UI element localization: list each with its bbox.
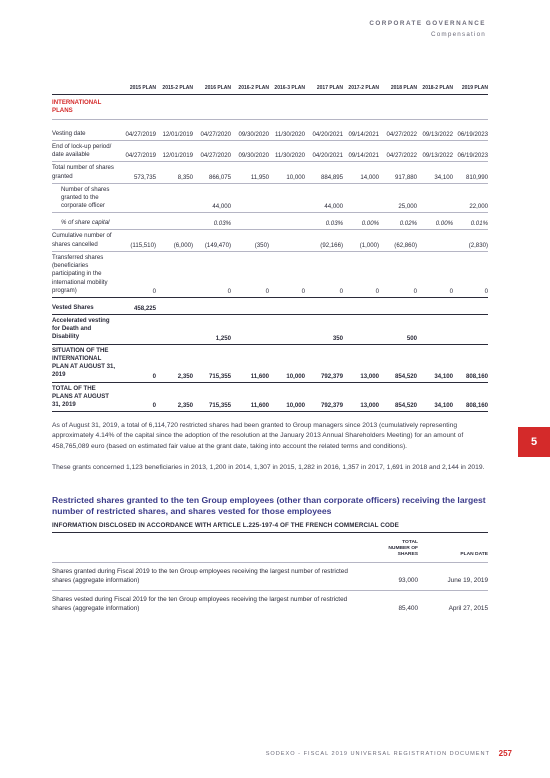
table-cell: 0	[231, 251, 269, 297]
row-label: Vesting date	[52, 119, 120, 140]
column-header: PLAN DATE	[460, 552, 488, 557]
table-cell: June 19, 2019	[418, 563, 488, 591]
table-row	[52, 298, 488, 315]
table-cell	[305, 298, 343, 315]
table-cell: 0	[417, 251, 453, 297]
column-header: 2016-3 PLAN	[274, 84, 305, 91]
table-cell: 884,895	[305, 162, 343, 183]
table-cell: 0	[453, 251, 488, 297]
table-cell: (1,000)	[343, 230, 379, 251]
row-label: Total number of shares granted	[52, 162, 120, 183]
table-cell: 04/27/2019	[120, 119, 156, 140]
row-label: End of lock-up period/ date available	[52, 140, 120, 161]
table-row	[52, 251, 488, 297]
table-cell: 11/30/2020	[269, 119, 305, 140]
row-label: Vested Shares	[52, 298, 120, 315]
table-cell: 09/13/2022	[417, 119, 453, 140]
table-cell: (115,510)	[120, 230, 156, 251]
table-cell: 8,350	[156, 162, 193, 183]
row-label: Accelerated vesting for Death and Disability	[52, 315, 120, 345]
column-header: 2015-2 PLAN	[162, 84, 193, 91]
table-row	[52, 382, 488, 412]
table-cell	[453, 298, 488, 315]
table-cell: 0	[269, 251, 305, 297]
grants-header-row	[52, 540, 488, 563]
page-number: 257	[498, 749, 512, 758]
grants-table	[52, 540, 488, 618]
table-cell	[156, 183, 193, 213]
chapter-title: CORPORATE GOVERNANCE	[369, 20, 486, 27]
table-cell: 854,520	[379, 382, 417, 412]
table-cell	[379, 298, 417, 315]
table-cell: April 27, 2015	[418, 590, 488, 617]
table-cell	[343, 298, 379, 315]
table-cell: 85,400	[352, 590, 418, 617]
table-row	[52, 590, 488, 617]
paragraph-grants-total: As of August 31, 2019, a total of 6,114,720 restricted shares had been granted to Group managers since 2013 (cumulatively representing approximately 4.14% of the capital since the adoption of the resolution at the January 2013 Annual Shareholders Meeting) for an amount of 458,765,089 euro (based on estimated fair value at the grant date, taking into account the related terms and conditions).	[52, 422, 464, 450]
row-label: % of share capital	[52, 213, 120, 230]
table-cell: 808,160	[453, 382, 488, 412]
table-cell: 715,355	[193, 382, 231, 412]
table-cell: 04/20/2021	[305, 119, 343, 140]
table-cell: 04/20/2021	[305, 140, 343, 161]
table-cell	[120, 315, 156, 345]
table-cell: 0.00%	[343, 213, 379, 230]
table-cell: 0.03%	[305, 213, 343, 230]
row-label: Number of shares granted to the corporate officer	[52, 183, 120, 213]
table-cell: 04/27/2020	[193, 119, 231, 140]
table-cell: 10,000	[269, 344, 305, 382]
table-cell: 34,100	[417, 344, 453, 382]
table-cell: 0	[120, 344, 156, 382]
table-cell	[343, 183, 379, 213]
table-cell: 09/30/2020	[231, 140, 269, 161]
table-cell: 11,600	[231, 344, 269, 382]
table-cell	[156, 298, 193, 315]
table-cell: 2,350	[156, 344, 193, 382]
table-cell: 11/30/2020	[269, 140, 305, 161]
table-cell: 0	[120, 251, 156, 297]
table-cell: 866,075	[193, 162, 231, 183]
table-cell: (62,860)	[379, 230, 417, 251]
section-title: Restricted shares granted to the ten Group employees (other than corporate officers) receiving the largest number of restricted shares, and shares vested for those employees	[52, 495, 486, 516]
table-cell: 13,000	[343, 382, 379, 412]
row-label: Shares granted during Fiscal 2019 to the ten Group employees receiving the largest number of restricted shares (aggregate information)	[52, 563, 352, 591]
table-cell: 04/27/2022	[379, 119, 417, 140]
table-cell: 0.00%	[417, 213, 453, 230]
table-cell: 34,100	[417, 382, 453, 412]
row-label: Shares vested during Fiscal 2019 for the ten Group employees receiving the largest number of restricted shares (aggregate information)	[52, 590, 352, 617]
table-cell: 808,160	[453, 344, 488, 382]
footer-text: SODEXO - FISCAL 2019 UNIVERSAL REGISTRATION DOCUMENT	[265, 751, 490, 757]
table-cell: 0	[343, 251, 379, 297]
table-cell: (149,470)	[193, 230, 231, 251]
table-cell	[156, 315, 193, 345]
table-cell: 09/14/2021	[343, 119, 379, 140]
table-cell: 44,000	[193, 183, 231, 213]
table-cell	[156, 251, 193, 297]
table-cell: 1,250	[193, 315, 231, 345]
table-row	[52, 213, 488, 230]
table-cell: 0.03%	[193, 213, 231, 230]
table-cell: 917,880	[379, 162, 417, 183]
table-cell: 715,355	[193, 344, 231, 382]
table-cell	[343, 315, 379, 345]
table-cell: 25,000	[379, 183, 417, 213]
table-cell	[417, 230, 453, 251]
table-cell: 22,000	[453, 183, 488, 213]
table-row	[52, 162, 488, 183]
section-label: INTERNATIONAL PLANS	[52, 98, 102, 114]
table-cell: 792,379	[305, 382, 343, 412]
table-cell: (6,000)	[156, 230, 193, 251]
table-cell: 04/27/2022	[379, 140, 417, 161]
table-cell: 44,000	[305, 183, 343, 213]
table-cell	[453, 315, 488, 345]
table-row	[52, 183, 488, 213]
table-cell: 10,000	[269, 382, 305, 412]
column-header: 2017-2 PLAN	[348, 84, 379, 91]
table-cell: 12/01/2019	[156, 119, 193, 140]
table-row	[52, 230, 488, 251]
table-cell	[231, 213, 269, 230]
table-cell	[156, 213, 193, 230]
plans-table	[52, 78, 488, 412]
table-cell: 11,950	[231, 162, 269, 183]
table-cell	[269, 183, 305, 213]
table-cell: 0.02%	[379, 213, 417, 230]
table-cell	[269, 298, 305, 315]
row-label: TOTAL OF THE PLANS AT AUGUST 31, 2019	[52, 382, 120, 412]
table-cell: 13,000	[343, 344, 379, 382]
table-cell	[417, 298, 453, 315]
table-cell: 06/19/2023	[453, 119, 488, 140]
table-cell: 09/14/2021	[343, 140, 379, 161]
table-row	[52, 563, 488, 591]
table-cell	[231, 315, 269, 345]
table-cell: 810,990	[453, 162, 488, 183]
column-header: TOTAL NUMBER OF SHARES	[388, 540, 418, 557]
table-cell	[269, 230, 305, 251]
table-cell	[231, 298, 269, 315]
table-row	[52, 315, 488, 345]
table-cell: 12/01/2019	[156, 140, 193, 161]
row-label: Cumulative number of shares cancelled	[52, 230, 120, 251]
table-cell: 09/13/2022	[417, 140, 453, 161]
table-cell	[269, 213, 305, 230]
table-cell: 04/27/2019	[120, 140, 156, 161]
section-tab[interactable]: 5	[518, 427, 550, 457]
chapter-subtitle: Compensation	[430, 31, 486, 38]
table-cell: 0	[193, 251, 231, 297]
column-header: 2017 PLAN	[316, 84, 343, 91]
column-header: 2016-2 PLAN	[238, 84, 269, 91]
table-cell: 350	[305, 315, 343, 345]
table-cell: 573,735	[120, 162, 156, 183]
table-cell: 854,520	[379, 344, 417, 382]
table-cell: 2,350	[156, 382, 193, 412]
paragraph-beneficiaries: These grants concerned 1,123 beneficiaries in 2013, 1,200 in 2014, 1,307 in 2015, 1,282 in 2016, 1,357 in 2017, 1,691 in 2018 and 2,144 in 2019.	[52, 464, 485, 471]
column-header: 2018 PLAN	[390, 84, 417, 91]
row-label: SITUATION OF THE INTERNATIONAL PLAN AT AUGUST 31, 2019	[52, 344, 120, 382]
column-header: 2019 PLAN	[461, 84, 488, 91]
table-cell: 34,100	[417, 162, 453, 183]
column-header: 2018-2 PLAN	[422, 84, 453, 91]
table-cell	[120, 183, 156, 213]
table-cell	[417, 315, 453, 345]
table-cell	[193, 298, 231, 315]
table-row	[52, 140, 488, 161]
table-cell: 09/30/2020	[231, 119, 269, 140]
table-cell	[417, 183, 453, 213]
table-cell: 04/27/2020	[193, 140, 231, 161]
table-row	[52, 344, 488, 382]
table-cell: 10,000	[269, 162, 305, 183]
table-cell: 14,000	[343, 162, 379, 183]
table-row	[52, 119, 488, 140]
table-cell: 06/19/2023	[453, 140, 488, 161]
info-title: INFORMATION DISCLOSED IN ACCORDANCE WITH ARTICLE L.225-197-4 OF THE FRENCH COMMERCIAL CODE	[52, 522, 488, 533]
table-cell: 0	[379, 251, 417, 297]
table-cell: 11,600	[231, 382, 269, 412]
table-cell	[231, 183, 269, 213]
table-cell: 93,000	[352, 563, 418, 591]
table-cell	[269, 315, 305, 345]
table-cell: 458,225	[120, 298, 156, 315]
row-label: Transferred shares (beneficiaries participating in the international mobility program)	[52, 251, 120, 297]
table-cell: 0	[120, 382, 156, 412]
table-cell: 792,379	[305, 344, 343, 382]
table-cell	[120, 213, 156, 230]
column-header: 2015 PLAN	[129, 84, 156, 91]
table-cell: 0.01%	[453, 213, 488, 230]
table-cell: 500	[379, 315, 417, 345]
table-cell: (2,830)	[453, 230, 488, 251]
table-cell: 0	[305, 251, 343, 297]
column-header: 2016 PLAN	[204, 84, 231, 91]
table-cell: (92,166)	[305, 230, 343, 251]
table-cell: (350)	[231, 230, 269, 251]
plans-header-row	[52, 78, 488, 94]
